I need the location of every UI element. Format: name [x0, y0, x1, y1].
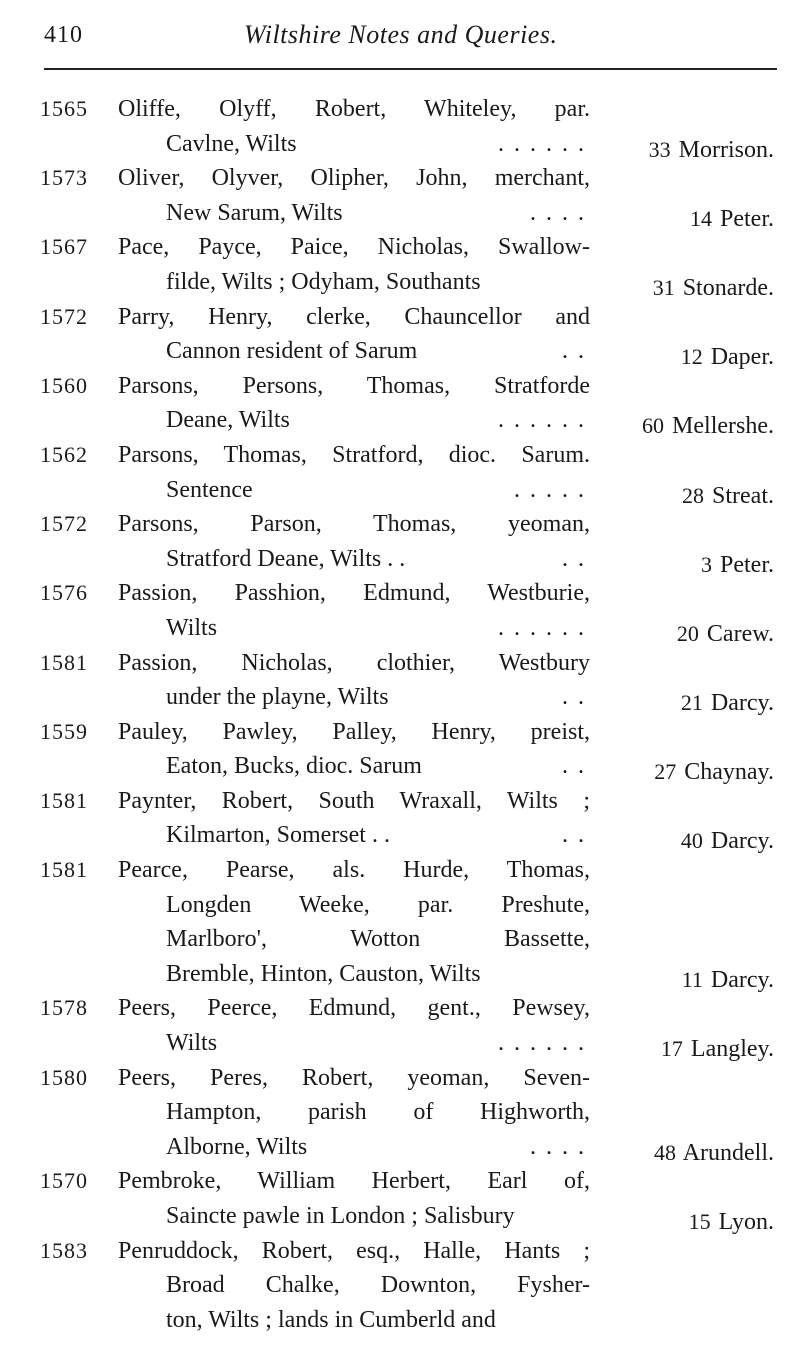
- register-folio: 20: [676, 620, 699, 646]
- entry-year: 1573: [40, 165, 88, 191]
- entry-line: [0, 369, 800, 404]
- entry-year: 1576: [40, 580, 88, 606]
- entry-year: 1560: [40, 372, 88, 398]
- register-name: Carew.: [706, 620, 774, 647]
- entry-text: Passion, Passhion, Edmund, Westburie,: [118, 580, 590, 607]
- entry-text: Cavlne, Wilts: [166, 130, 297, 157]
- entry-year: 1572: [40, 511, 88, 537]
- entry-line: [0, 1026, 800, 1061]
- entry-text: Saincte pawle in London ; Salisbury: [166, 1203, 515, 1229]
- register-entry: [0, 230, 800, 299]
- register-entry: [0, 1061, 800, 1165]
- leader-dots: . . . . . .: [498, 130, 586, 157]
- entry-text: Eaton, Bucks, dioc. Sarum: [166, 753, 422, 780]
- leader-dots: . . . . .: [514, 476, 586, 503]
- entry-text: Parry, Henry, clerke, Chauncellor and: [118, 303, 590, 330]
- register-entry: [0, 991, 800, 1063]
- register-entry: [0, 646, 800, 715]
- entry-line: [0, 334, 800, 369]
- entry-line: [0, 1268, 800, 1303]
- register-entry: [0, 300, 800, 369]
- entry-text: Deane, Wilts: [166, 407, 290, 434]
- entry-text: Oliffe, Olyff, Robert, Whiteley, par.: [118, 96, 590, 122]
- entry-line: [0, 749, 800, 784]
- register-entry: [0, 507, 800, 576]
- entry-year: 1559: [40, 718, 88, 744]
- register-folio: 3: [701, 551, 712, 577]
- entry-year: 1580: [40, 1064, 88, 1090]
- entry-year: 1581: [40, 787, 88, 813]
- register-name: Lyon.: [718, 1209, 774, 1235]
- entry-line: [0, 507, 800, 542]
- entry-year: 1581: [40, 649, 88, 675]
- entry-line: [0, 300, 800, 335]
- entry-year: 1578: [40, 995, 88, 1021]
- leader-dots: . .: [562, 753, 586, 780]
- entry-line: [0, 1199, 800, 1234]
- entry-year: 1570: [40, 1168, 88, 1194]
- entry-text: Oliver, Olyver, Olipher, John, merchant,: [118, 165, 590, 192]
- register-name: Langley.: [690, 1036, 774, 1063]
- entry-text: filde, Wilts ; Odyham, Southants: [166, 268, 481, 295]
- entry-text: Kilmarton, Somerset . .: [166, 822, 390, 849]
- entry-line: [0, 611, 800, 646]
- entry-line: [0, 922, 800, 957]
- running-head: [44, 18, 774, 54]
- leader-dots: . . . . . .: [498, 407, 586, 434]
- entry-text: Marlboro', Wotton Bassette,: [166, 926, 590, 953]
- entry-year: 1565: [40, 96, 88, 121]
- entry-line: [0, 853, 800, 888]
- register-name: Darcy.: [710, 828, 774, 855]
- register-name: Darcy.: [710, 966, 774, 993]
- entry-text: Sentence: [166, 476, 253, 503]
- register-entry: [0, 1234, 800, 1338]
- register-folio: 14: [690, 205, 712, 231]
- entry-text: Bremble, Hinton, Causton, Wilts: [166, 960, 481, 987]
- register-entry: [0, 161, 800, 230]
- entry-line: [0, 1130, 800, 1165]
- entry-text: Cannon resident of Sarum: [166, 338, 418, 365]
- entry-line: [0, 196, 800, 231]
- entry-text: Parsons, Parson, Thomas, yeoman,: [118, 511, 590, 538]
- entry-text: Longden Weeke, par. Preshute,: [166, 891, 590, 918]
- entry-line: [0, 473, 800, 508]
- entry-line: [0, 1061, 800, 1096]
- entry-text: Wilts: [166, 1030, 218, 1057]
- register-entry: [0, 438, 800, 507]
- entry-text: Pace, Payce, Paice, Nicholas, Swallow-: [118, 234, 590, 261]
- page-number: 410: [44, 22, 83, 48]
- register-name: Mellershe.: [672, 413, 774, 440]
- register-folio: 12: [680, 344, 703, 370]
- entry-line: [0, 438, 800, 473]
- entry-line: [0, 991, 800, 1026]
- entry-text: under the playne, Wilts: [166, 684, 389, 711]
- register-name: Daper.: [710, 344, 774, 371]
- entry-line: [0, 1234, 800, 1269]
- register-folio: 40: [680, 828, 703, 854]
- entry-year: 1572: [40, 303, 88, 329]
- entry-text: Wilts: [166, 614, 218, 641]
- entry-text: Parsons, Persons, Thomas, Stratforde: [118, 372, 590, 399]
- register-entry: [0, 853, 800, 991]
- leader-dots: . . . . . .: [498, 1030, 586, 1057]
- entry-text: Broad Chalke, Downton, Fysher-: [166, 1272, 590, 1299]
- register-entry: [0, 784, 800, 853]
- register-name: Streat.: [712, 482, 774, 509]
- register-name: Peter.: [720, 551, 774, 578]
- entry-line: [0, 265, 800, 300]
- entry-line: [0, 957, 800, 992]
- leader-dots: . .: [562, 822, 586, 849]
- register-folio: 48: [654, 1139, 676, 1165]
- leader-dots: . .: [562, 338, 586, 365]
- entry-text: Peers, Peerce, Edmund, gent., Pewsey,: [118, 995, 590, 1022]
- register-name: Darcy.: [710, 690, 774, 717]
- entry-year: 1583: [40, 1237, 88, 1263]
- leader-dots: . .: [562, 545, 586, 572]
- register-entry: [0, 715, 800, 784]
- entry-year: 1562: [40, 441, 88, 467]
- entry-text: ton, Wilts ; lands in Cumberld and: [166, 1306, 496, 1333]
- entry-line: [0, 784, 800, 819]
- entry-text: Pauley, Pawley, Palley, Henry, preist,: [118, 718, 590, 745]
- register-folio: 21: [680, 690, 703, 716]
- header-rule: [44, 68, 777, 70]
- register-folio: 31: [652, 274, 675, 300]
- register-name: Stonarde.: [682, 274, 774, 301]
- register-folio: 33: [648, 136, 671, 162]
- entry-line: [0, 1164, 800, 1199]
- entry-year: 1567: [40, 234, 88, 260]
- entry-line: [0, 542, 800, 577]
- leader-dots: . .: [562, 684, 586, 711]
- register-entry: [0, 1164, 800, 1233]
- entry-text: Paynter, Robert, South Wraxall, Wilts ;: [118, 787, 590, 814]
- register-name: Chaynay.: [684, 759, 774, 786]
- entry-line: [0, 646, 800, 681]
- register-entry: [0, 369, 800, 438]
- entry-line: [0, 680, 800, 715]
- register-entry: [0, 576, 800, 645]
- entry-line: [0, 403, 800, 438]
- register-folio: 11: [681, 966, 703, 992]
- register-folio: 28: [682, 482, 705, 508]
- entry-text: New Sarum, Wilts: [166, 199, 343, 226]
- register-name: Peter.: [720, 205, 774, 232]
- register-name: Morrison.: [678, 136, 774, 163]
- entry-line: [0, 92, 800, 127]
- entry-text: Pearce, Pearse, als. Hurde, Thomas,: [118, 857, 590, 884]
- leader-dots: . . . . . .: [498, 614, 586, 641]
- entry-text: Stratford Deane, Wilts . .: [166, 545, 406, 572]
- entry-text: Penruddock, Robert, esq., Halle, Hants ;: [118, 1237, 590, 1264]
- entry-line: [0, 127, 800, 162]
- entry-text: Passion, Nicholas, clothier, Westbury: [118, 649, 590, 676]
- entry-line: [0, 161, 800, 196]
- journal-title: Wiltshire Notes and Queries.: [244, 20, 558, 49]
- leader-dots: . . . .: [530, 199, 586, 226]
- register-folio: 17: [660, 1036, 683, 1062]
- register-folio: 60: [642, 413, 665, 439]
- register-name: Arundell.: [682, 1139, 774, 1166]
- entry-line: [0, 230, 800, 265]
- entry-text: Peers, Peres, Robert, yeoman, Seven-: [118, 1064, 590, 1091]
- entry-line: [0, 1095, 800, 1130]
- entry-year: 1581: [40, 857, 88, 883]
- register-folio: 15: [688, 1209, 711, 1234]
- entry-text: Parsons, Thomas, Stratford, dioc. Sarum.: [118, 441, 590, 468]
- entry-text: Alborne, Wilts: [166, 1133, 308, 1160]
- entry-text: Pembroke, William Herbert, Earl of,: [118, 1168, 590, 1195]
- entry-text: Hampton, parish of Highworth,: [166, 1099, 590, 1126]
- register-entry: [0, 92, 800, 161]
- entry-line: [0, 818, 800, 853]
- leader-dots: . . . .: [530, 1133, 586, 1160]
- register-folio: 27: [654, 759, 677, 785]
- will-register-list: [0, 92, 800, 1337]
- entry-line: [0, 576, 800, 611]
- entry-line: [0, 1303, 800, 1338]
- entry-line: [0, 715, 800, 750]
- entry-line: [0, 888, 800, 923]
